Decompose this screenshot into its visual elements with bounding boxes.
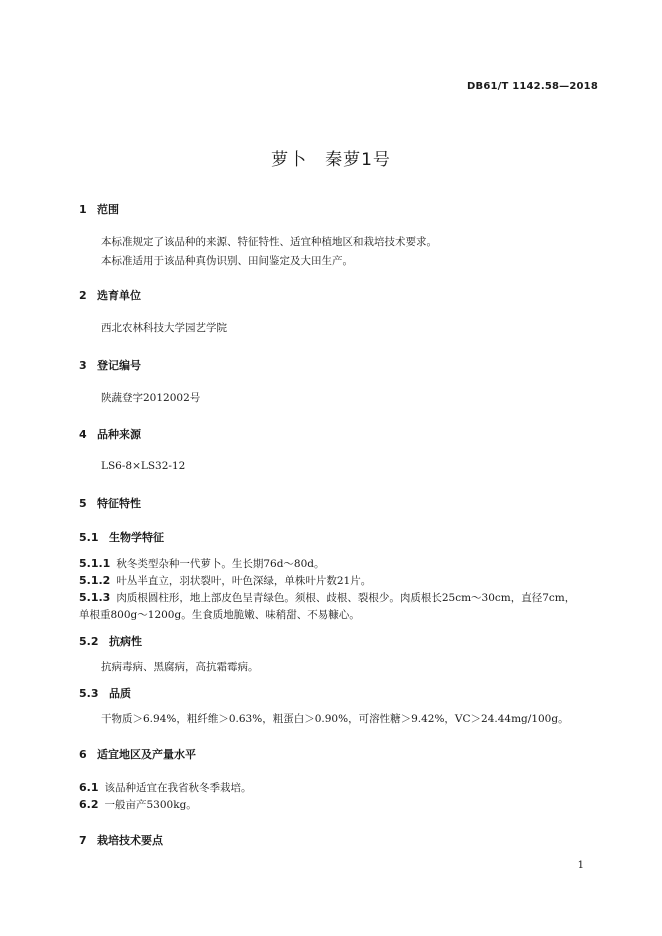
section-title: 生物学特征 xyxy=(109,531,164,544)
clause-5-1-1 xyxy=(79,556,325,571)
section-number: 7 xyxy=(79,834,87,847)
clause-number: 5.1.2 xyxy=(79,574,111,587)
section-1-heading xyxy=(79,201,119,217)
clause-6-1 xyxy=(79,780,252,795)
clause-text: 一般亩产5300kg。 xyxy=(104,799,197,811)
section-2-paragraph: 西北农林科技大学园艺学院 xyxy=(101,322,227,334)
document-title xyxy=(0,145,662,170)
clause-5-1-3 xyxy=(79,590,575,605)
clause-5-1-2 xyxy=(79,573,371,588)
section-5-heading xyxy=(79,495,141,511)
section-1-paragraph-1: 本标准规定了该品种的来源、特征特性、适宜种植地区和栽培技术要求。 xyxy=(101,236,437,248)
section-number: 5 xyxy=(79,497,87,510)
section-number: 6 xyxy=(79,748,87,761)
clause-number: 5.1.3 xyxy=(79,591,111,604)
section-5-2-paragraph: 抗病毒病、黑腐病，高抗霜霉病。 xyxy=(101,661,259,673)
section-title: 抗病性 xyxy=(109,635,142,648)
title-part-2: 秦萝1号 xyxy=(325,150,391,170)
section-title: 登记编号 xyxy=(97,359,141,372)
section-title: 选育单位 xyxy=(97,289,141,302)
section-5-1-heading xyxy=(79,529,164,545)
section-3-heading xyxy=(79,357,141,373)
clause-text: 秋冬类型杂种一代萝卜。生长期76d～80d。 xyxy=(116,558,325,570)
clause-number: 6.2 xyxy=(79,798,99,811)
section-7-heading xyxy=(79,832,163,848)
section-number: 1 xyxy=(79,203,87,216)
section-5-2-heading xyxy=(79,633,142,649)
section-number: 5.1 xyxy=(79,531,99,544)
section-title: 品质 xyxy=(109,687,131,700)
clause-5-1-3-continued: 单根重800g～1200g。生食质地脆嫩、味稍甜、不易糠心。 xyxy=(79,609,360,621)
section-number: 5.3 xyxy=(79,687,99,700)
standard-code: DB61/T 1142.58—2018 xyxy=(467,81,598,92)
section-number: 3 xyxy=(79,359,87,372)
section-title: 适宜地区及产量水平 xyxy=(97,748,196,761)
section-5-3-paragraph: 干物质＞6.94%，粗纤维＞0.63%，粗蛋白＞0.90%，可溶性糖＞9.42%，VC＞24.44mg/100g。 xyxy=(101,713,569,725)
clause-number: 5.1.1 xyxy=(79,557,111,570)
clause-text: 叶丛半直立，羽状裂叶，叶色深绿，单株叶片数21片。 xyxy=(116,575,372,587)
section-4-heading xyxy=(79,426,141,442)
clause-number: 6.1 xyxy=(79,781,99,794)
section-5-3-heading xyxy=(79,685,131,701)
section-number: 5.2 xyxy=(79,635,99,648)
section-6-heading xyxy=(79,746,196,762)
clause-text: 肉质根圆柱形，地上部皮色呈青绿色。须根、歧根、裂根少。肉质根长25cm～30cm，直径7cm， xyxy=(116,592,576,604)
title-part-1: 萝卜 xyxy=(271,150,308,170)
section-3-paragraph: 陕蔬登字2012002号 xyxy=(101,392,201,404)
page-number: 1 xyxy=(577,860,584,871)
section-title: 范围 xyxy=(97,203,119,216)
clause-6-2 xyxy=(79,797,197,812)
section-2-heading xyxy=(79,287,141,303)
section-4-paragraph: LS6-8×LS32-12 xyxy=(101,460,186,472)
section-title: 品种来源 xyxy=(97,428,141,441)
section-title: 特征特性 xyxy=(97,497,141,510)
section-title: 栽培技术要点 xyxy=(97,834,163,847)
clause-text: 该品种适宜在我省秋冬季栽培。 xyxy=(104,782,252,794)
section-1-paragraph-2: 本标准适用于该品种真伪识别、田间鉴定及大田生产。 xyxy=(101,255,353,267)
section-number: 4 xyxy=(79,428,87,441)
section-number: 2 xyxy=(79,289,87,302)
